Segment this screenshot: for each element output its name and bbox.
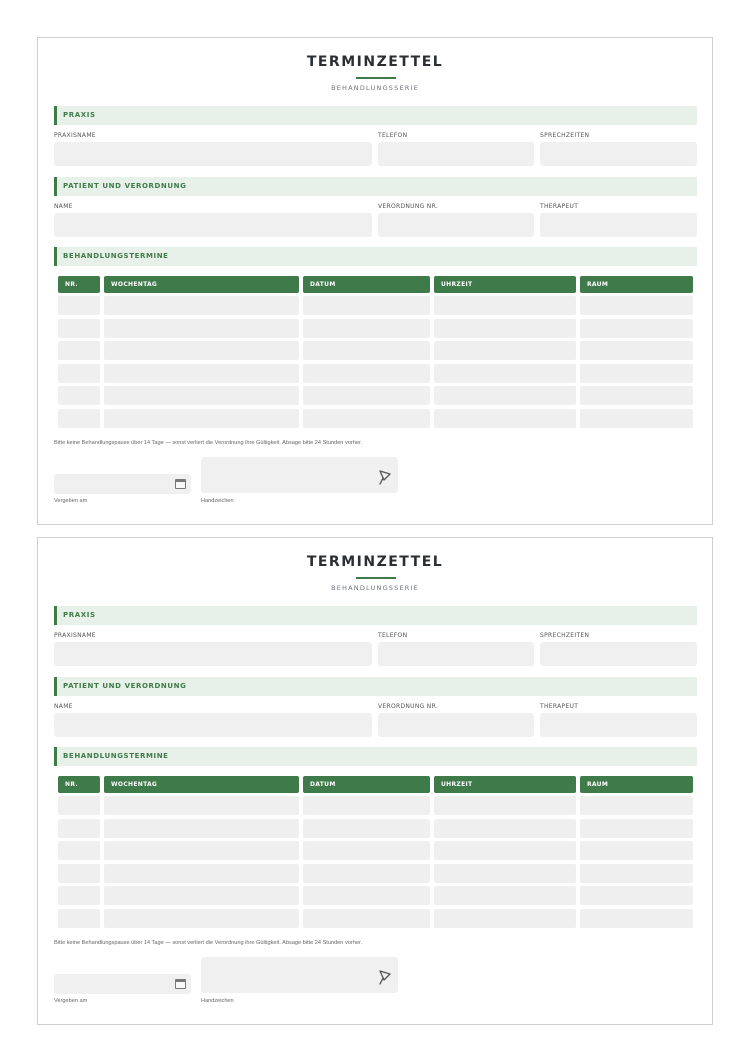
datum-cell[interactable]: [303, 341, 430, 360]
section-heading: PRAXIS: [63, 111, 96, 119]
col-header-uhrzeit: UHRZEIT: [434, 776, 576, 793]
note-text: Bitte keine Behandlungspause über 14 Tage — sonst verliert die Verordnung ihre Gültigkeit. Absage bitte 24 Stunden vorher.: [54, 440, 363, 446]
praxisname-input[interactable]: [54, 142, 372, 166]
raum-cell[interactable]: [580, 319, 693, 338]
nr-cell[interactable]: [58, 364, 100, 383]
nr-cell[interactable]: [58, 819, 100, 838]
pen-icon: [378, 969, 392, 985]
calendar-icon[interactable]: [175, 479, 186, 489]
raum-cell[interactable]: [580, 796, 693, 815]
nr-cell[interactable]: [58, 296, 100, 315]
card-subtitle: BEHANDLUNGSSERIE: [331, 84, 419, 92]
section-heading: BEHANDLUNGSTERMINE: [63, 252, 169, 260]
name-input[interactable]: [54, 213, 372, 237]
uhrzeit-cell[interactable]: [434, 796, 576, 815]
section-termine: [54, 747, 697, 766]
section-heading: BEHANDLUNGSTERMINE: [63, 752, 169, 760]
nr-cell[interactable]: [58, 386, 100, 405]
raum-cell[interactable]: [580, 409, 693, 428]
col-header-uhrzeit: UHRZEIT: [434, 276, 576, 293]
section-patient: [54, 177, 697, 196]
verordnung-label: VERORDNUNG NR.: [378, 203, 439, 210]
card-title: TERMINZETTEL: [306, 54, 444, 70]
raum-cell[interactable]: [580, 296, 693, 315]
therapeut-input[interactable]: [540, 213, 697, 237]
nr-cell[interactable]: [58, 909, 100, 928]
raum-cell[interactable]: [580, 364, 693, 383]
nr-cell[interactable]: [58, 886, 100, 905]
col-header-datum: DATUM: [303, 276, 430, 293]
wochentag-cell[interactable]: [104, 319, 299, 338]
col-header-wochentag: WOCHENTAG: [104, 276, 299, 293]
signature-field[interactable]: [201, 957, 398, 993]
therapeut-label: THERAPEUT: [540, 203, 579, 210]
signature-label: Handzeichen: [201, 998, 234, 1004]
card-subtitle: BEHANDLUNGSSERIE: [331, 584, 419, 592]
section-heading: PATIENT UND VERORDNUNG: [63, 182, 187, 190]
col-header-wochentag: WOCHENTAG: [104, 776, 299, 793]
date-input[interactable]: [54, 974, 191, 994]
raum-cell[interactable]: [580, 909, 693, 928]
pen-icon: [378, 469, 392, 485]
uhrzeit-cell[interactable]: [434, 909, 576, 928]
praxisname-label: PRAXISNAME: [54, 132, 96, 139]
verordnung-input[interactable]: [378, 713, 534, 737]
verordnung-label: VERORDNUNG NR.: [378, 703, 439, 710]
telefon-input[interactable]: [378, 642, 534, 666]
wochentag-cell[interactable]: [104, 796, 299, 815]
name-input[interactable]: [54, 713, 372, 737]
name-label: NAME: [54, 203, 73, 210]
name-label: NAME: [54, 703, 73, 710]
sprechzeiten-label: SPRECHZEITEN: [540, 132, 590, 139]
raum-cell[interactable]: [580, 386, 693, 405]
signature-label: Handzeichen: [201, 498, 234, 504]
uhrzeit-cell[interactable]: [434, 296, 576, 315]
uhrzeit-cell[interactable]: [434, 841, 576, 860]
col-header-nr: NR.: [58, 276, 100, 293]
datum-cell[interactable]: [303, 296, 430, 315]
wochentag-cell[interactable]: [104, 409, 299, 428]
wochentag-cell[interactable]: [104, 864, 299, 883]
col-header-nr: NR.: [58, 776, 100, 793]
praxisname-label: PRAXISNAME: [54, 632, 96, 639]
wochentag-cell[interactable]: [104, 909, 299, 928]
therapeut-input[interactable]: [540, 713, 697, 737]
raum-cell[interactable]: [580, 819, 693, 838]
nr-cell[interactable]: [58, 319, 100, 338]
nr-cell[interactable]: [58, 864, 100, 883]
section-patient: [54, 677, 697, 696]
telefon-label: TELEFON: [378, 132, 408, 139]
uhrzeit-cell[interactable]: [434, 341, 576, 360]
datum-cell[interactable]: [303, 796, 430, 815]
uhrzeit-cell[interactable]: [434, 364, 576, 383]
uhrzeit-cell[interactable]: [434, 319, 576, 338]
uhrzeit-cell[interactable]: [434, 409, 576, 428]
sprechzeiten-input[interactable]: [540, 142, 697, 166]
therapeut-label: THERAPEUT: [540, 703, 579, 710]
datum-cell[interactable]: [303, 409, 430, 428]
sprechzeiten-label: SPRECHZEITEN: [540, 632, 590, 639]
datum-cell[interactable]: [303, 386, 430, 405]
date-label: Vergeben am: [54, 998, 88, 1004]
verordnung-input[interactable]: [378, 213, 534, 237]
datum-cell[interactable]: [303, 841, 430, 860]
datum-cell[interactable]: [303, 886, 430, 905]
signature-field[interactable]: [201, 457, 398, 493]
appointment-card: [37, 37, 713, 525]
col-header-raum: RAUM: [580, 776, 693, 793]
uhrzeit-cell[interactable]: [434, 864, 576, 883]
date-input[interactable]: [54, 474, 191, 494]
section-praxis: [54, 606, 697, 625]
date-label: Vergeben am: [54, 498, 88, 504]
card-title: TERMINZETTEL: [306, 554, 444, 570]
telefon-input[interactable]: [378, 142, 534, 166]
note-text: Bitte keine Behandlungspause über 14 Tage — sonst verliert die Verordnung ihre Gültigkeit. Absage bitte 24 Stunden vorher.: [54, 940, 363, 946]
col-header-raum: RAUM: [580, 276, 693, 293]
wochentag-cell[interactable]: [104, 819, 299, 838]
wochentag-cell[interactable]: [104, 841, 299, 860]
uhrzeit-cell[interactable]: [434, 886, 576, 905]
datum-cell[interactable]: [303, 319, 430, 338]
nr-cell[interactable]: [58, 841, 100, 860]
wochentag-cell[interactable]: [104, 886, 299, 905]
wochentag-cell[interactable]: [104, 296, 299, 315]
datum-cell[interactable]: [303, 864, 430, 883]
datum-cell[interactable]: [303, 909, 430, 928]
wochentag-cell[interactable]: [104, 341, 299, 360]
raum-cell[interactable]: [580, 864, 693, 883]
title-underline: [356, 77, 396, 79]
datum-cell[interactable]: [303, 819, 430, 838]
uhrzeit-cell[interactable]: [434, 386, 576, 405]
appointment-card: [37, 537, 713, 1025]
raum-cell[interactable]: [580, 886, 693, 905]
nr-cell[interactable]: [58, 409, 100, 428]
section-praxis: [54, 106, 697, 125]
section-termine: [54, 247, 697, 266]
datum-cell[interactable]: [303, 364, 430, 383]
col-header-datum: DATUM: [303, 776, 430, 793]
sprechzeiten-input[interactable]: [540, 642, 697, 666]
telefon-label: TELEFON: [378, 632, 408, 639]
nr-cell[interactable]: [58, 341, 100, 360]
uhrzeit-cell[interactable]: [434, 819, 576, 838]
title-underline: [356, 577, 396, 579]
praxisname-input[interactable]: [54, 642, 372, 666]
calendar-icon[interactable]: [175, 979, 186, 989]
section-heading: PRAXIS: [63, 611, 96, 619]
raum-cell[interactable]: [580, 841, 693, 860]
section-heading: PATIENT UND VERORDNUNG: [63, 682, 187, 690]
nr-cell[interactable]: [58, 796, 100, 815]
wochentag-cell[interactable]: [104, 364, 299, 383]
wochentag-cell[interactable]: [104, 386, 299, 405]
raum-cell[interactable]: [580, 341, 693, 360]
